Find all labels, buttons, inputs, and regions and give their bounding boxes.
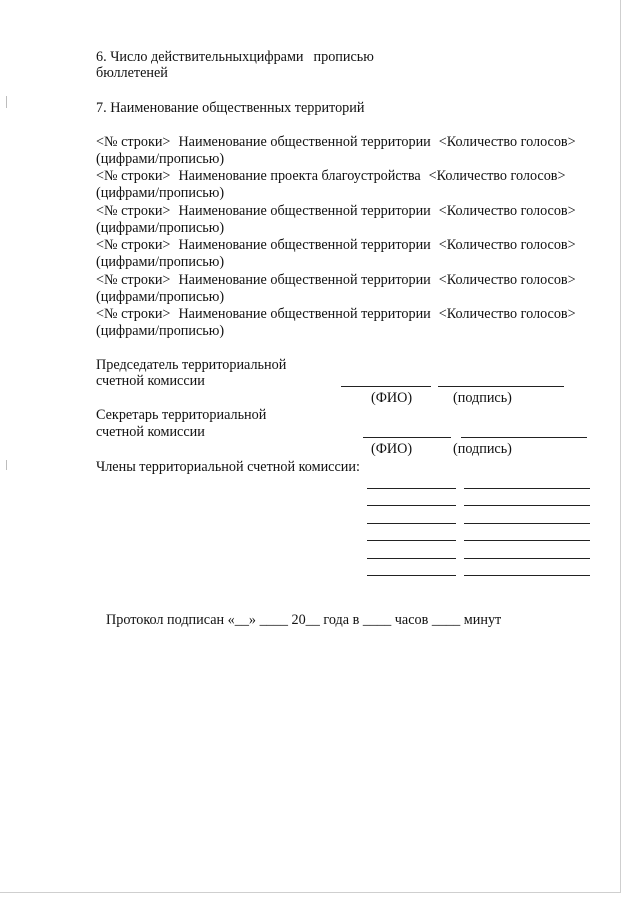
row-votes: <Количество голосов> xyxy=(438,202,576,219)
scan-mark xyxy=(6,460,7,470)
territory-row xyxy=(96,203,576,219)
territory-row xyxy=(96,306,576,322)
row-votes: <Количество голосов> xyxy=(438,134,576,150)
row-number: <№ строки> xyxy=(96,168,171,185)
territory-row xyxy=(96,134,576,150)
row-format: (цифрами/прописью) xyxy=(96,151,225,167)
section6-words: прописью xyxy=(313,49,374,65)
chair-title-line2: счетной комиссии xyxy=(96,373,205,389)
member-fio-line[interactable] xyxy=(367,575,456,576)
section7-title: 7. Наименование общественных территорий xyxy=(96,100,365,116)
page-edge-right xyxy=(620,0,621,893)
chair-title-line1: Председатель территориальной xyxy=(96,357,287,373)
territory-row xyxy=(96,272,576,288)
row-votes: <Количество голосов> xyxy=(438,271,576,288)
row-format: (цифрами/прописью) xyxy=(96,288,225,305)
row-number: <№ строки> xyxy=(96,237,171,254)
row-name: Наименование проекта благоустройства xyxy=(178,168,421,185)
row-votes: <Количество голосов> xyxy=(428,168,566,185)
secretary-signature-label: (подпись) xyxy=(453,441,512,457)
territory-row xyxy=(96,237,576,253)
section6-line1 xyxy=(96,49,374,65)
secretary-title-line2: счетной комиссии xyxy=(96,424,205,440)
member-fio-line[interactable] xyxy=(367,558,456,559)
chair-signature-label: (подпись) xyxy=(453,390,512,406)
member-signature-line[interactable] xyxy=(464,523,590,524)
row-votes: <Количество голосов> xyxy=(438,306,576,322)
member-signature-line[interactable] xyxy=(464,488,590,489)
row-name: Наименование общественной территории xyxy=(178,306,431,322)
territory-row xyxy=(96,168,566,184)
row-format: (цифрами/прописью) xyxy=(96,323,225,339)
row-name: Наименование общественной территории xyxy=(178,134,431,150)
secretary-title-line1: Секретарь территориальной xyxy=(96,407,267,423)
chair-fio-line[interactable] xyxy=(341,386,431,387)
row-name: Наименование общественной территории xyxy=(178,202,431,219)
member-fio-line[interactable] xyxy=(367,488,456,489)
page-edge-bottom xyxy=(0,892,621,893)
row-votes: <Количество голосов> xyxy=(438,237,576,254)
row-format: (цифрами/прописью) xyxy=(96,219,225,236)
member-signature-line[interactable] xyxy=(464,505,590,506)
member-signature-line[interactable] xyxy=(464,575,590,576)
member-signature-line[interactable] xyxy=(464,558,590,559)
section6-digits: цифрами xyxy=(249,49,304,65)
scan-mark xyxy=(6,96,7,108)
section6-line2: бюллетеней xyxy=(96,65,168,81)
section6-label: 6. Число действительных xyxy=(96,49,250,65)
row-number: <№ строки> xyxy=(96,271,171,288)
row-number: <№ строки> xyxy=(96,306,171,322)
row-format: (цифрами/прописью) xyxy=(96,185,225,202)
members-title: Члены территориальной счетной комиссии: xyxy=(96,459,360,475)
secretary-signature-line[interactable] xyxy=(461,437,587,438)
chair-fio-label: (ФИО) xyxy=(371,390,413,406)
row-name: Наименование общественной территории xyxy=(178,271,431,288)
secretary-fio-line[interactable] xyxy=(363,437,451,438)
chair-signature-line[interactable] xyxy=(438,386,564,387)
member-signature-line[interactable] xyxy=(464,540,590,541)
member-fio-line[interactable] xyxy=(367,505,456,506)
row-number: <№ строки> xyxy=(96,134,171,150)
member-fio-line[interactable] xyxy=(367,523,456,524)
row-format: (цифрами/прописью) xyxy=(96,254,225,271)
row-number: <№ строки> xyxy=(96,202,171,219)
protocol-signed-line: Протокол подписан «__» ____ 20__ года в ____ часов ____ минут xyxy=(106,612,502,628)
member-fio-line[interactable] xyxy=(367,540,456,541)
secretary-fio-label: (ФИО) xyxy=(371,441,413,457)
row-name: Наименование общественной территории xyxy=(178,237,431,254)
